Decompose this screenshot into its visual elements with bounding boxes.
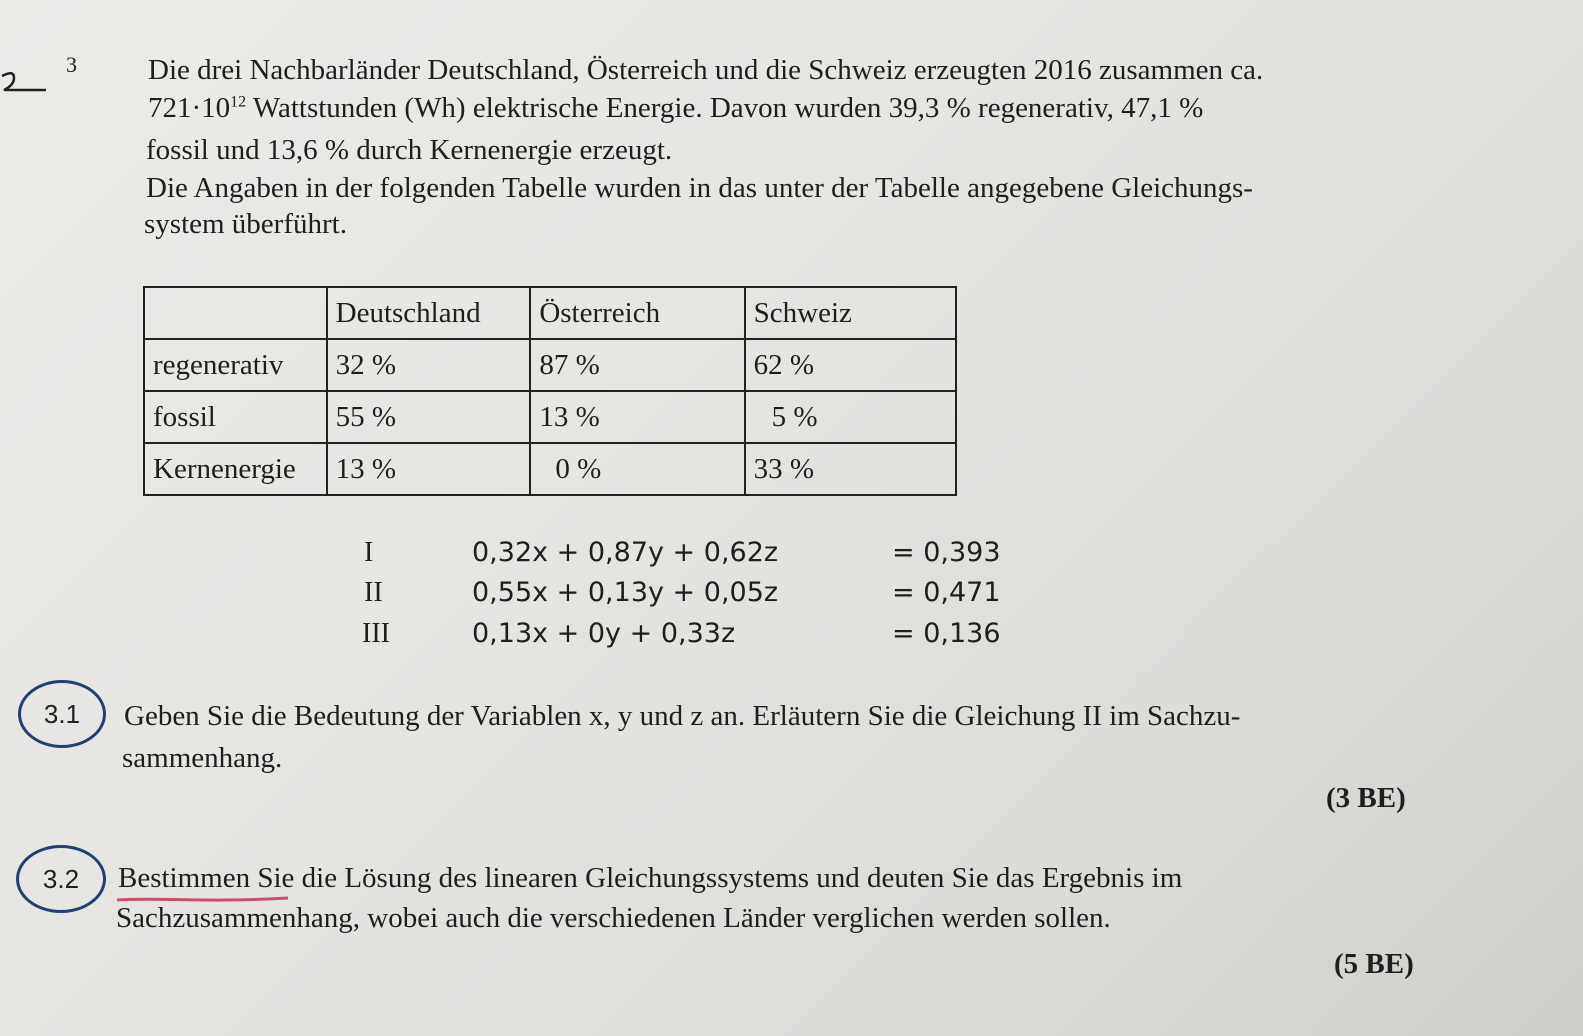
table-cell: 55 %	[327, 391, 531, 443]
equation-roman-1: I	[364, 537, 374, 568]
table-cell: 32 %	[327, 339, 531, 391]
subtask-3-2-line-1: Bestimmen Sie die Lösung des linearen Gleichungssystems und deuten Sie das Ergebnis im	[118, 862, 1183, 894]
intro-line-3: fossil und 13,6 % durch Kernenergie erzeugt.	[146, 134, 673, 166]
subtask-number: 3.2	[42, 863, 80, 894]
equation-roman-2: II	[364, 577, 383, 608]
table-cell: 0 %	[530, 443, 744, 495]
table-row	[144, 339, 956, 391]
row-label: fossil	[144, 391, 327, 443]
task-number: 3	[66, 52, 77, 77]
intro-line-2: $721\cdot 10^{12}$ Wattstunden (Wh) elektrische Energie. Davon wurden 39,3 % regenerativ, 47,1 %	[148, 92, 1204, 124]
intro-line-4: Die Angaben in der folgenden Tabelle wurden in das unter der Tabelle angegebene Gleichungs-	[146, 172, 1253, 204]
table-header-cell: Deutschland	[327, 287, 531, 339]
table-header-cell: Österreich	[530, 287, 744, 339]
table-cell: 13 %	[530, 391, 744, 443]
subtask-3-1-line-1: Geben Sie die Bedeutung der Variablen x, y und z an. Erläutern Sie die Gleichung II im Sachzu-	[124, 700, 1241, 732]
equation-lhs-3: 0,13x + 0y + 0,33z	[472, 618, 736, 649]
table-cell: 62 %	[745, 339, 956, 391]
subtask-number: 3.1	[43, 698, 81, 729]
table-row	[144, 443, 956, 495]
energy-table	[143, 286, 957, 496]
table-header-cell	[144, 287, 327, 339]
energy-value: $721\cdot 10^{12}$	[148, 92, 247, 124]
equation-lhs-1: 0,32x + 0,87y + 0,62z	[472, 537, 779, 568]
equation-roman-3: III	[362, 618, 390, 649]
table-row	[144, 391, 956, 443]
equation-lhs-2: 0,55x + 0,13y + 0,05z	[472, 577, 779, 608]
table-header-cell: Schweiz	[745, 287, 956, 339]
points-label: (5 BE)	[1334, 948, 1414, 980]
intro-line-5: system überführt.	[144, 208, 347, 240]
intro-line-1: Die drei Nachbarländer Deutschland, Österreich und die Schweiz erzeugten 2016 zusammen ca.	[148, 54, 1264, 86]
table-cell: 87 %	[530, 339, 744, 391]
points-label: (3 BE)	[1326, 782, 1406, 814]
table-cell: 13 %	[327, 443, 531, 495]
row-label: Kernenergie	[144, 443, 327, 495]
table-cell: 5 %	[745, 391, 956, 443]
subtask-3-2-line-2: Sachzusammenhang, wobei auch die verschiedenen Länder verglichen werden sollen.	[116, 902, 1111, 934]
equation-rhs-2: = 0,471	[892, 577, 1001, 608]
equation-rhs-1: = 0,393	[892, 537, 1001, 568]
row-label: regenerativ	[144, 339, 327, 391]
table-header-row	[144, 287, 956, 339]
subtask-number-circle	[18, 680, 106, 748]
subtask-3-1-line-2: sammenhang.	[122, 742, 283, 774]
equation-rhs-3: = 0,136	[892, 618, 1001, 649]
table-cell: 33 %	[745, 443, 956, 495]
subtask-number-circle	[16, 845, 106, 913]
handwritten-mark-icon	[0, 70, 48, 92]
